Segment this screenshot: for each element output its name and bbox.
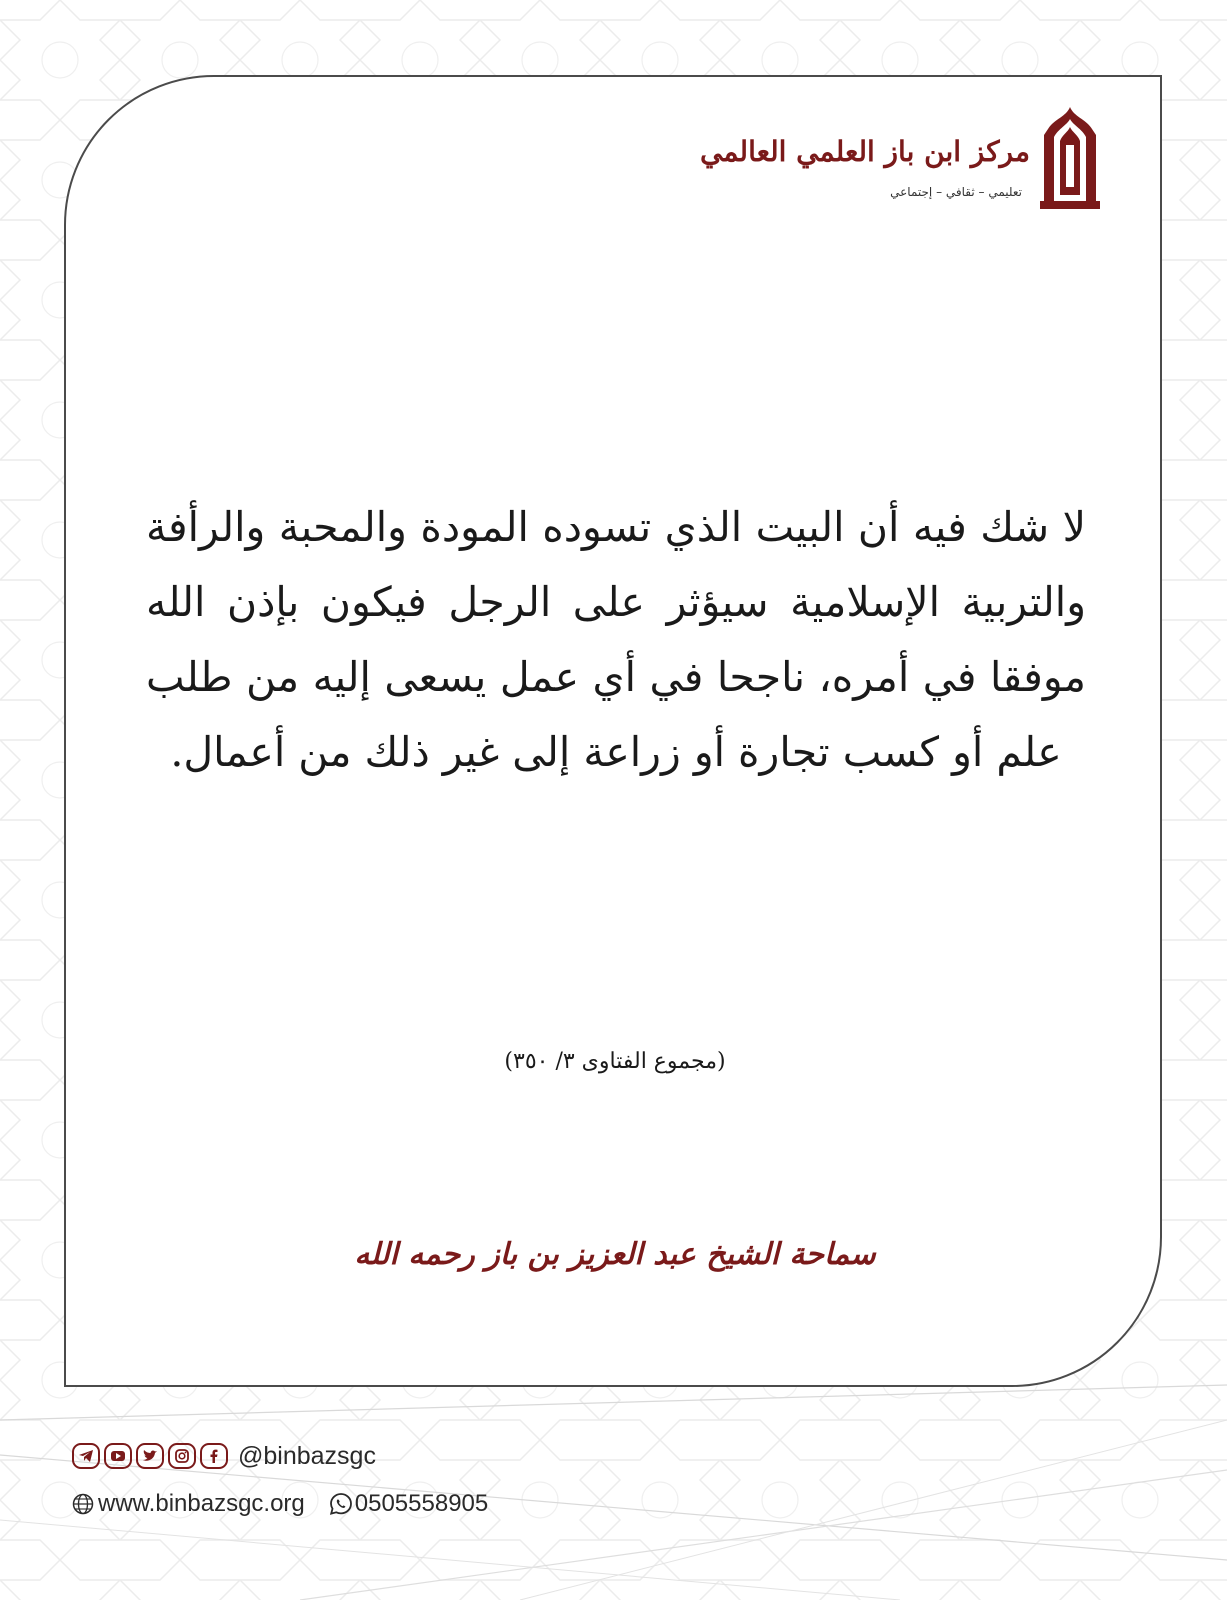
- quote-citation: (مجموع الفتاوى ٣/ ٣٥٠): [504, 1049, 726, 1074]
- logo-subtitle: تعليمي – ثقافي – إجتماعي: [890, 185, 1022, 199]
- instagram-icon[interactable]: [168, 1443, 196, 1469]
- globe-icon: [72, 1493, 94, 1515]
- social-row: [72, 1440, 376, 1472]
- website-link[interactable]: www.binbazsgc.org: [98, 1490, 305, 1517]
- contact-row: [72, 1488, 488, 1520]
- logo-title: مركز ابن باز العلمي العالمي: [700, 135, 1030, 168]
- signature: سماحة الشيخ عبد العزيز بن باز رحمه الله: [354, 1237, 876, 1272]
- social-handle[interactable]: @binbazsgc: [238, 1441, 376, 1470]
- whatsapp-icon: [329, 1492, 353, 1516]
- facebook-icon[interactable]: [200, 1443, 228, 1469]
- mosque-emblem-icon: [1038, 105, 1102, 209]
- footer: [72, 1440, 632, 1530]
- phone-number[interactable]: 0505558905: [354, 1490, 489, 1517]
- content-card: [64, 75, 1162, 1387]
- telegram-icon[interactable]: [72, 1443, 100, 1469]
- logo: [700, 105, 1102, 215]
- quote-text: لا شك فيه أن البيت الذي تسوده المودة والمحبة والرأفة والتربية الإسلامية سيؤثر على الرجل فيكون بإذن الله موفقا في أمره، ناجحا في أي عمل يسعى إليه من طلب علم أو كسب تجارة أو زراعة إلى غير ذلك من أعمال.: [146, 503, 1086, 776]
- twitter-icon[interactable]: [136, 1443, 164, 1469]
- youtube-icon[interactable]: [104, 1443, 132, 1469]
